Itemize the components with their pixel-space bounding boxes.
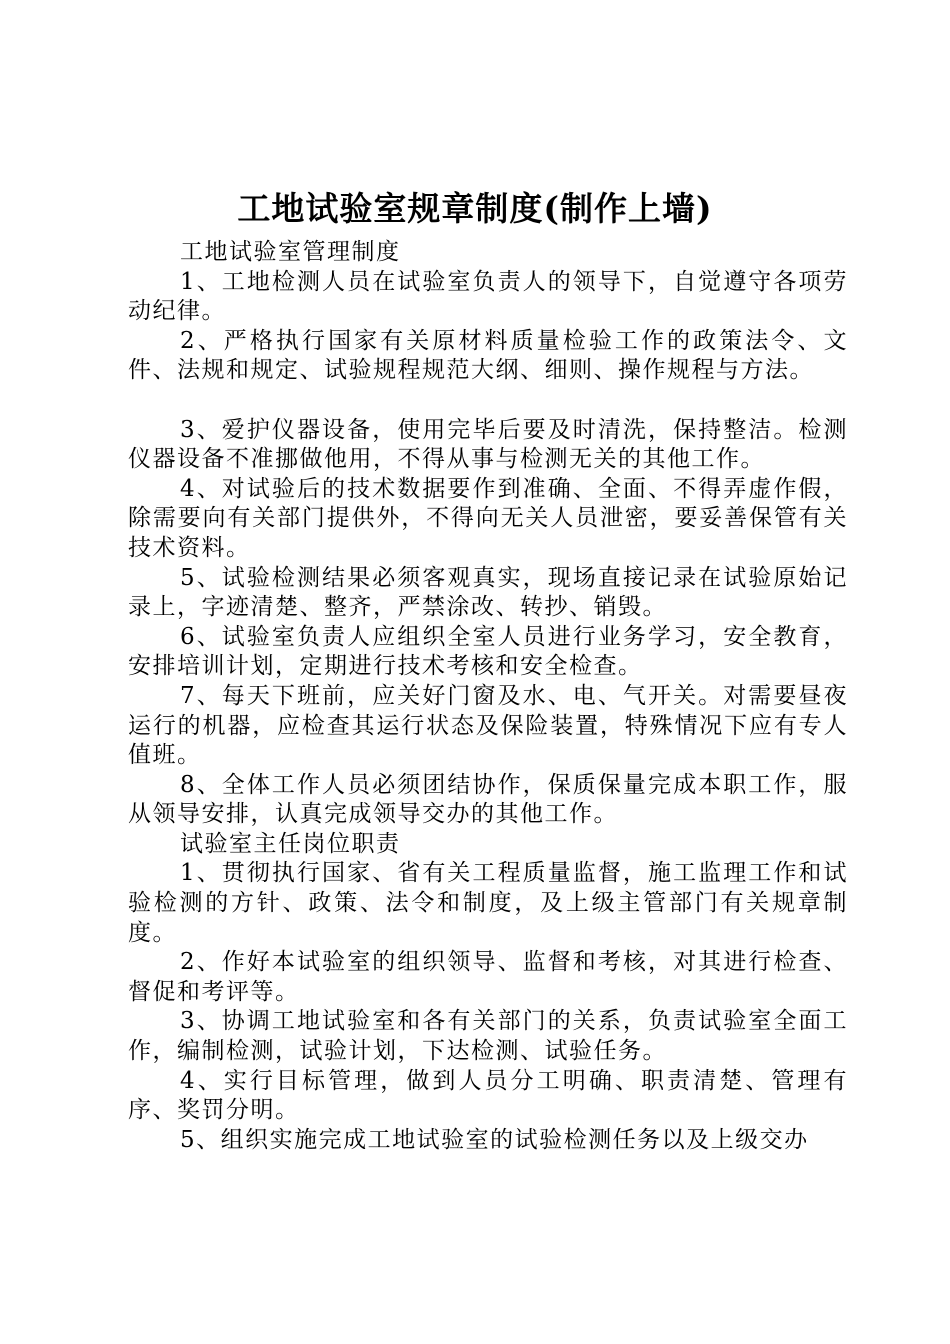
rule-paragraph-8: 8、全体工作人员必须团结协作，保质保量完成本职工作，服从领导安排，认真完成领导交办的其他工作。: [128, 771, 848, 828]
duty-paragraph-5: 5、组织实施完成工地试验室的试验检测任务以及上级交办: [180, 1126, 809, 1153]
document-title: 工地试验室规章制度(制作上墙): [237, 189, 713, 228]
document-body: [128, 238, 848, 1155]
rule-paragraph-1: 1、工地检测人员在试验室负责人的领导下，自觉遵守各项劳动纪律。: [128, 268, 848, 325]
duty-paragraph-3: 3、协调工地试验室和各有关部门的关系，负责试验室全面工作，编制检测，试验计划，下达检测、试验任务。: [128, 1008, 848, 1065]
rule-paragraph-2: 2、严格执行国家有关原材料质量检验工作的政策法令、文件、法规和规定、试验规程规范大纲、细则、操作规程与方法。: [128, 327, 848, 384]
section-heading-management-rules: 工地试验室管理制度: [180, 239, 401, 265]
rule-paragraph-6: 6、试验室负责人应组织全室人员进行业务学习，安全教育，安排培训计划，定期进行技术考核和安全检查。: [128, 623, 848, 680]
rule-paragraph-5: 5、试验检测结果必须客观真实，现场直接记录在试验原始记录上，字迹清楚、整齐，严禁涂改、转抄、销毁。: [128, 564, 848, 621]
rule-paragraph-4: 4、对试验后的技术数据要作到准确、全面、不得弄虚作假，除需要向有关部门提供外，不得向无关人员泄密，要妥善保管有关技术资料。: [128, 475, 848, 561]
rule-paragraph-7: 7、每天下班前，应关好门窗及水、电、气开关。对需要昼夜运行的机器，应检查其运行状态及保险装置，特殊情况下应有专人值班。: [128, 682, 848, 769]
duty-paragraph-1: 1、贯彻执行国家、省有关工程质量监督，施工监理工作和试验检测的方针、政策、法令和制度，及上级主管部门有关规章制度。: [128, 860, 848, 946]
section-heading-director-duties: 试验室主任岗位职责: [180, 830, 401, 857]
rule-paragraph-3: 3、爱护仪器设备，使用完毕后要及时清洗，保持整洁。检测仪器设备不准挪做他用，不得从事与检测无关的其他工作。: [128, 416, 848, 473]
duty-paragraph-2: 2、作好本试验室的组织领导、监督和考核，对其进行检查、督促和考评等。: [128, 949, 848, 1005]
duty-paragraph-4: 4、实行目标管理，做到人员分工明确、职责清楚、管理有序、奖罚分明。: [128, 1067, 848, 1124]
